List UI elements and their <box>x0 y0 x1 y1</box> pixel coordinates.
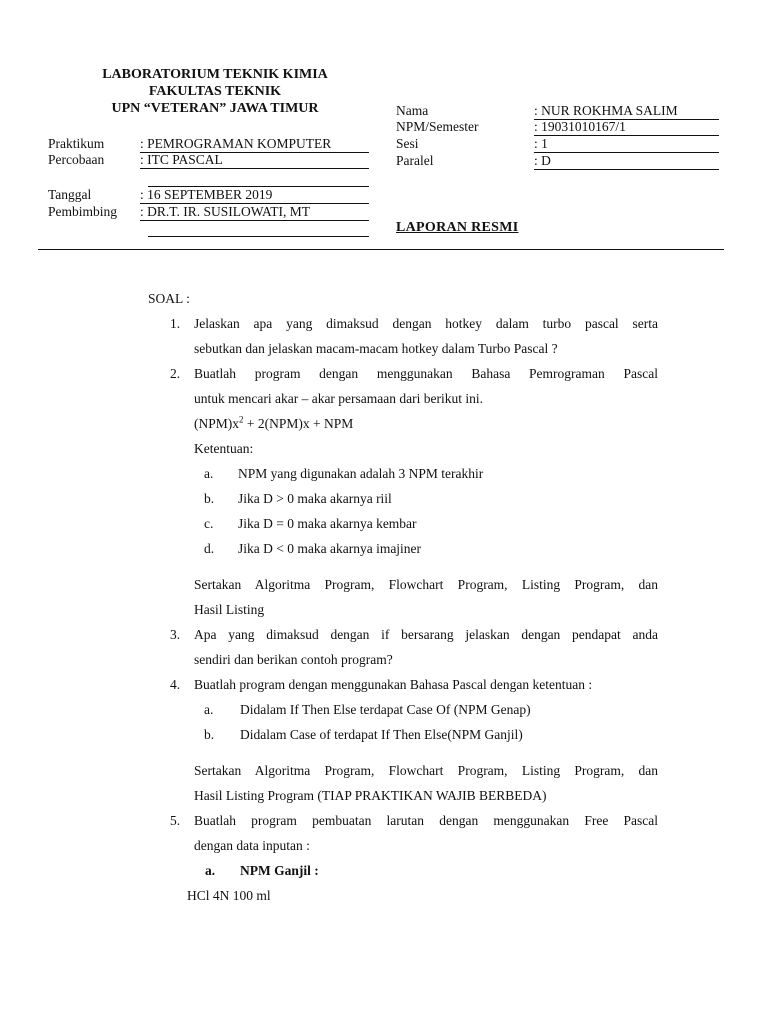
lab-name: LABORATORIUM TEKNIK KIMIA <box>102 67 328 82</box>
q3-line1: Apa yang dimaksud dengan if bersarang jelaskan dengan pendapat anda <box>194 627 658 642</box>
q4-number: 4. <box>170 677 181 692</box>
q5-sub-text: NPM Ganjil : <box>240 863 319 878</box>
equation-part: + 2(NPM)x + NPM <box>243 416 354 431</box>
q4-item-mark: a. <box>204 702 214 717</box>
faculty-name: FAKULTAS TEKNIK <box>148 84 282 99</box>
soal-heading: SOAL : <box>148 291 190 306</box>
percobaan-label: Percobaan <box>48 152 105 167</box>
q4-line1: Buatlah program dengan menggunakan Bahasa Pascal dengan ketentuan : <box>194 677 593 692</box>
q2-item-mark: d. <box>204 541 215 556</box>
npm-value: : 19031010167/1 <box>534 119 719 136</box>
q4-note-line2: Hasil Listing Program (TIAP PRAKTIKAN WAJIB BERBEDA) <box>194 788 547 803</box>
q4-note-line1: Sertakan Algoritma Program, Flowchart Program, Listing Program, dan <box>194 763 658 778</box>
report-title: LAPORAN RESMI <box>396 220 519 235</box>
q2-item-text: Jika D > 0 maka akarnya riil <box>238 491 392 506</box>
q3-number: 3. <box>170 627 181 642</box>
q5-sub-mark: a. <box>205 863 216 878</box>
q2-item-text: Jika D = 0 maka akarnya kembar <box>238 516 417 531</box>
paralel-label: Paralel <box>396 153 434 168</box>
q5-line1: Buatlah program pembuatan larutan dengan menggunakan Free Pascal <box>194 813 658 828</box>
q2-equation <box>194 416 353 432</box>
q2-item-text: NPM yang digunakan adalah 3 NPM terakhir <box>238 466 484 481</box>
pembimbing-label: Pembimbing <box>48 204 118 219</box>
sesi-value: : 1 <box>534 136 719 153</box>
q2-item-text: Jika D < 0 maka akarnya imajiner <box>238 541 422 556</box>
q1-line2: sebutkan dan jelaskan macam-macam hotkey dalam Turbo Pascal ? <box>194 341 558 356</box>
q2-item-mark: b. <box>204 491 215 506</box>
q4-item-text: Didalam If Then Else terdapat Case Of (NPM Genap) <box>240 702 531 717</box>
university-name: UPN “VETERAN” JAWA TIMUR <box>111 101 319 116</box>
q2-note-line1: Sertakan Algoritma Program, Flowchart Program, Listing Program, dan <box>194 577 658 592</box>
equation-exponent: 2 <box>239 414 244 425</box>
q2-note-line2: Hasil Listing <box>194 602 265 617</box>
tanggal-value: : 16 SEPTEMBER 2019 <box>140 187 369 204</box>
praktikum-label: Praktikum <box>48 136 105 151</box>
q2-line1: Buatlah program dengan menggunakan Bahasa Pemrograman Pascal <box>194 366 658 381</box>
praktikum-value: : PEMROGRAMAN KOMPUTER <box>140 136 369 153</box>
tanggal-label: Tanggal <box>48 187 92 202</box>
q5-line2: dengan data inputan : <box>194 838 310 853</box>
npm-label: NPM/Semester <box>396 119 479 134</box>
q2-line2: untuk mencari akar – akar persamaan dari berikut ini. <box>194 391 484 406</box>
q2-ketentuan: Ketentuan: <box>194 441 254 456</box>
q4-item-text: Didalam Case of terdapat If Then Else(NPM Ganjil) <box>240 727 523 742</box>
q1-line1: Jelaskan apa yang dimaksud dengan hotkey dalam turbo pascal serta <box>194 316 658 331</box>
q1-number: 1. <box>170 316 181 331</box>
sesi-label: Sesi <box>396 136 419 151</box>
nama-value: : NUR ROKHMA SALIM <box>534 103 719 120</box>
q2-item-mark: a. <box>204 466 214 481</box>
nama-label: Nama <box>396 103 429 118</box>
equation-part: (NPM)x <box>194 416 240 431</box>
q5-number: 5. <box>170 813 181 828</box>
underline-blank <box>148 236 369 237</box>
q2-item-mark: c. <box>204 516 214 531</box>
q4-item-mark: b. <box>204 727 215 742</box>
header-divider <box>38 249 724 250</box>
q2-number: 2. <box>170 366 181 381</box>
q3-line2: sendiri dan berikan contoh program? <box>194 652 393 667</box>
paralel-value: : D <box>534 153 719 170</box>
q5-hcl: HCl 4N 100 ml <box>187 888 271 903</box>
pembimbing-value: : DR.T. IR. SUSILOWATI, MT <box>140 204 369 221</box>
percobaan-value: : ITC PASCAL <box>140 152 369 169</box>
